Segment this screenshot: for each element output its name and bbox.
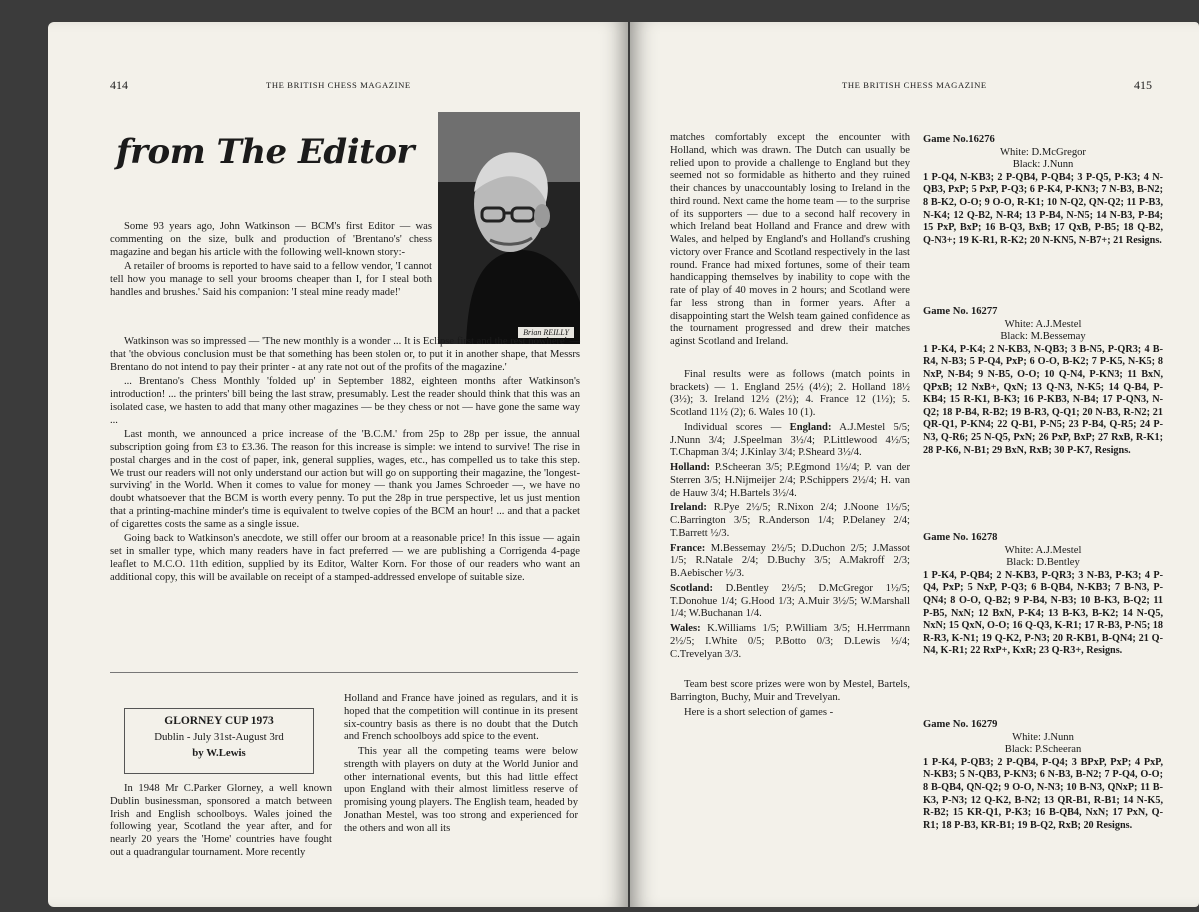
editorial-paragraph: ... Brentano's Chess Monthly 'folded up' in September 1882, eighteen months after Watkinson's introduction! ... the printers' bill being the last straw, presumably. Lest the reader should think that this was an isolated case, we hasten to add that many other magazines — be they chess or not — have gone the same way ... <box>110 376 580 426</box>
right-page <box>630 22 1199 907</box>
team-scores-row <box>670 462 910 500</box>
game-16279 <box>923 719 1163 832</box>
black-player: Black: J.Nunn <box>1012 159 1074 171</box>
report-column <box>670 132 910 720</box>
masthead: from The Editor <box>116 132 414 172</box>
prizes-paragraph: Team best score prizes were won by Mestel, Bartels, Barrington, Buchy, Muir and Trevelyan. <box>670 679 910 703</box>
editorial-paragraph: Last month, we announced a price increase of the 'B.C.M.' from 25p to 28p per issue, the annual subscription going from £3 to £3.36. The reason for this increase is simple: we intend to survive! The rise in postal charges and in the cost of paper, ink, general supplies, wages, etc., has compelled us to take this step. We trust our readers will not only understand our action but will go on supporting their magazine, the 'longest-surviving' in the World. When it comes to value for money — thank you James Schroeder —, we have no doubt whatsoever that the BCM is worth every penny. To put the 28p in true perspective, let us just mention that a printing-machine minder's time is equivalent to twelve copies of the BCM an hour! ... and that a packet of cigarettes costs the same as a single issue. <box>110 429 580 530</box>
individual-intro: Individual scores — <box>684 421 782 433</box>
article-dates: Dublin - July 31st-August 3rd <box>154 731 284 743</box>
white-player: White: A.J.Mestel <box>1004 318 1082 330</box>
article-paragraph: Holland and France have joined as regulars, and it is hoped that the competition will continue in its present six-country basis as there is no doubt that the Dutch and French schoolboys add spice to the event. <box>344 693 578 743</box>
running-head-left: THE BRITISH CHESS MAGAZINE <box>266 80 411 90</box>
game-16276 <box>923 134 1163 247</box>
editorial-intro <box>110 221 432 300</box>
glorney-cup-box <box>124 708 314 774</box>
team-scores: R.Pye 2½/5; R.Nixon 2/4; J.Noone 1½/5; C.Barrington 3/5; R.Anderson 1/4; P.Delaney 2/4; T.Barrett ½/3. <box>670 502 910 539</box>
team-scores: K.Williams 1/5; P.William 3/5; H.Herrmann 2½/5; I.White 0/5; P.Botto 0/3; D.Lewis ½/4; C.Trevelyan 3/3. <box>670 623 910 660</box>
portrait-image <box>438 112 580 344</box>
team-scores: P.Scheeran 3/5; P.Egmond 1½/4; P. van der Sterren 3/5; H.Nijmeijer 2/4; P.Schippers 2½/4; H. van de Hauw 3/4; H.Bartels 3½/4. <box>670 462 910 499</box>
team-scores: A.J.Mestel 5/5; J.Nunn 3/4; J.Speelman 3½/4; P.Littlewood 4½/5; T.Chapman 3/4; J.Kinlay 3/4; P.Sheard 3½/4. <box>670 421 910 459</box>
game-moves: 1 P-K4, P-QB4; 2 N-KB3, P-QR3; 3 N-B3, P-K3; 4 P-Q4, PxP; 5 NxP, P-Q3; 6 B-QB4, N-KB3; 7 B-N3, P-QN4; 8 O-O, Q-B2; 9 P-B4, N-B3; 10 B-K3, B-Q2; 11 P-B5, NxN; 12 BxN, P-K4; 13 B-K3, B-K2; 14 N-Q5, NxN; 15 QxN, O-O; 16 Q-Q3, K-R1; 17 R-B3, P-N5; 18 R-R3, K-N1; 19 Q-K2, P-N3; 20 R-KB1, B-QN4; 21 Q-N4, K-R1; 22 RxP+, KxR; 23 Q-R3+, Resigns. <box>923 569 1163 657</box>
team-name: France: <box>670 542 706 554</box>
article-title: GLORNEY CUP 1973 <box>164 715 274 727</box>
team-scores: M.Bessemay 2½/5; D.Duchon 2/5; J.Massot 1/5; R.Natale 2/4; D.Buchy 3/5; A.Makroff 2/3; B.Aebischer ½/3. <box>670 542 910 579</box>
editor-photo <box>438 112 580 344</box>
photo-caption: Brian REILLY <box>518 327 574 338</box>
game-title: Game No. 16277 <box>923 306 998 317</box>
article-column-2 <box>344 693 578 835</box>
page-number-left: 414 <box>110 78 128 92</box>
team-name: Wales: <box>670 623 701 634</box>
final-results: Final results were as follows (match points in brackets) — 1. England 25½ (4½); 2. Holland 18½ (3½); 3. Ireland 12½ (2½); 4. France 12 (1½); 5. Scotland 11½ (2); 6. Wales 10 (1). <box>670 368 910 418</box>
article-byline: by W.Lewis <box>192 747 246 759</box>
editorial-paragraph: Watkinson was so impressed — 'The new monthly is a wonder ... It is Eclipse first and the rest nowhere' — that 'the obvious conclusion must be that something has been stolen or, to put it in another shape, that Messrs Brentano do not intend to pay their printer - at any rate not out of the profits of the magazine.' <box>110 336 580 373</box>
team-name: Scotland: <box>670 582 713 594</box>
white-player: White: A.J.Mestel <box>1004 544 1082 556</box>
game-title: Game No. 16278 <box>923 532 998 543</box>
editorial-body <box>110 336 580 584</box>
editorial-paragraph: Going back to Watkinson's anecdote, we still offer our broom at a reasonable price! In this issue — again set in smaller type, which many readers have in fact preferred — we are publishing a Corrigenda 4-page leaflet to M.C.O. 11th edition, supplied by its Editor, Walter Korn. For those of our readers who want an additional copy, this will be available on receipt of a stamped-addressed envelope of suitable size. <box>110 533 580 583</box>
editorial-paragraph: A retailer of brooms is reported to have said to a fellow vendor, 'I cannot tell how you manage to sell your brooms cheaper than I, for I steal both handles and brushes.' Said his companion: 'I steal mine ready made!' <box>110 261 432 298</box>
game-moves: 1 P-Q4, N-KB3; 2 P-QB4, P-QB4; 3 P-Q5, P-K3; 4 N-QB3, PxP; 5 PxP, P-Q3; 6 P-K4, P-KN3; 7 N-B3, B-N2; 8 B-K2, O-O; 9 O-O, R-K1; 10 N-Q2, QN-Q2; 11 P-B3, N-K4; 12 Q-B2, N-R4; 13 P-B4, N-N5; 14 N-B3, P-B4; 15 PxP, BxP; 16 B-Q3, BxB; 17 QxB, P-B5; 18 Q-B2, Q-N3+; 19 K-R1, R-K2; 20 N-KN5, N-B7+; 21 Resigns. <box>923 171 1163 246</box>
report-paragraph: matches comfortably except the encounter with Holland, which was drawn. The Dutch can usually be relied upon to provide a challenge to England but they seemed not so formidable as hitherto and they ruined their chances by unaccountably losing to Ireland in the third round. Next came the home team — to the surprise of its supporters — due to a second half recovery in which Ireland beat Holland and France and drew with Wales, and helped by England's and Holland's crushing victory over France and Scotland respectively in the last round. France had mixed fortunes, some of their team handicapping themselves by inability to cope with the rate of play of 40 moves in 2 hours; and Scotland were far less strong than in former years. After a disappointing start the Welsh team gained confidence as the tournament progressed and drew their matches aginst Scotland and Ireland. <box>670 132 910 347</box>
article-column-1 <box>110 783 332 860</box>
game-title: Game No.16276 <box>923 134 995 145</box>
individual-scores <box>670 422 910 460</box>
team-name: Holland: <box>670 462 711 473</box>
team-scores-row <box>670 583 910 621</box>
game-16277 <box>923 306 1163 457</box>
black-player: Black: P.Scheeran <box>1004 744 1082 756</box>
team-name: Ireland: <box>670 502 707 514</box>
game-16278 <box>923 532 1163 658</box>
black-player: Black: M.Bessemay <box>1000 331 1086 343</box>
game-title: Game No. 16279 <box>923 719 998 730</box>
team-scores: D.Bentley 2½/5; D.McGregor 1½/5; T.Donohue 1/4; G.Hood 1/3; A.Muir 3½/5; W.Marshall 1/4; W.Buchanan 1/4. <box>670 582 910 620</box>
team-scores-row <box>670 502 910 540</box>
team-name: England: <box>789 421 832 433</box>
team-scores-row <box>670 623 910 661</box>
black-player: Black: D.Bentley <box>1006 557 1080 569</box>
section-divider <box>110 672 578 673</box>
page-number-right: 415 <box>1134 78 1152 92</box>
editorial-paragraph: Some 93 years ago, John Watkinson — BCM's first Editor — was commenting on the size, bulk and production of 'Brentano's' chess magazine and began his article with the following well-known story:- <box>110 221 432 258</box>
left-page <box>48 22 628 907</box>
game-moves: 1 P-K4, P-K4; 2 N-KB3, N-QB3; 3 B-N5, P-QR3; 4 B-R4, N-B3; 5 P-Q4, PxP; 6 O-O, B-K2; 7 P-K5, N-K5; 8 NxP, N-B4; 9 N-B5, O-O; 10 Q-N4, P-KN3; 11 BxN, QPxB; 12 NxB+, QxN; 13 Q-N3, N-K5; 14 Q-B4, P-KB4; 15 R-K1, B-K3; 16 P-KB3, N-B4; 17 P-QN3, N-Q2; 18 P-B4, R-B2; 19 B-R3, Q-Q1; 20 N-B3, R-N2; 21 QR-Q1, P-KN4; 22 Q-B1, P-N5; 23 P-B4, Q-R5; 24 P-N3, Q-R6; 25 N-Q5, PxN; 26 PxP, BxP; 27 RxB, R-K1; 28 P-K6, N-B1; 29 BxN, RxB; 30 P-K7, Resigns. <box>923 343 1163 456</box>
article-paragraph: In 1948 Mr C.Parker Glorney, a well known Dublin businessman, sponsored a match between Irish and English schoolboys. Wales joined the following year, Scotland the year after, and for nearly 20 years the 'Home' countries have fought out a quadrangular tournament. More recently <box>110 783 332 858</box>
white-player: White: J.Nunn <box>1012 731 1074 743</box>
white-player: White: D.McGregor <box>1000 146 1086 158</box>
game-moves: 1 P-K4, P-QB3; 2 P-QB4, P-Q4; 3 BPxP, PxP; 4 PxP, N-KB3; 5 N-QB3, P-KN3; 6 N-B3, B-N2; 7 P-Q4, O-O; 8 B-QB4, QN-Q2; 9 O-O, N-N3; 10 B-N3, QNxP; 11 B-K3, P-N3; 12 Q-K2, B-N2; 13 QR-B1, R-B1; 14 N-K5, R-B2; 15 KR-Q1, P-K3; 16 B-QB4, NxN; 17 PxN, Q-R1; 18 P-B3, KR-B1; 19 B-Q2, RxB; 20 Resigns. <box>923 756 1163 831</box>
selection-intro: Here is a short selection of games - <box>684 706 834 718</box>
running-head-right: THE BRITISH CHESS MAGAZINE <box>842 80 987 90</box>
team-scores-row <box>670 543 910 581</box>
article-paragraph: This year all the competing teams were below strength with players on duty at the World Junior and other international events, but this had little effect upon England with their almost limitless reserve of promising young players. The English team, headed by Jonathan Mestel, was too strong and experienced for the others and won all its <box>344 746 578 834</box>
